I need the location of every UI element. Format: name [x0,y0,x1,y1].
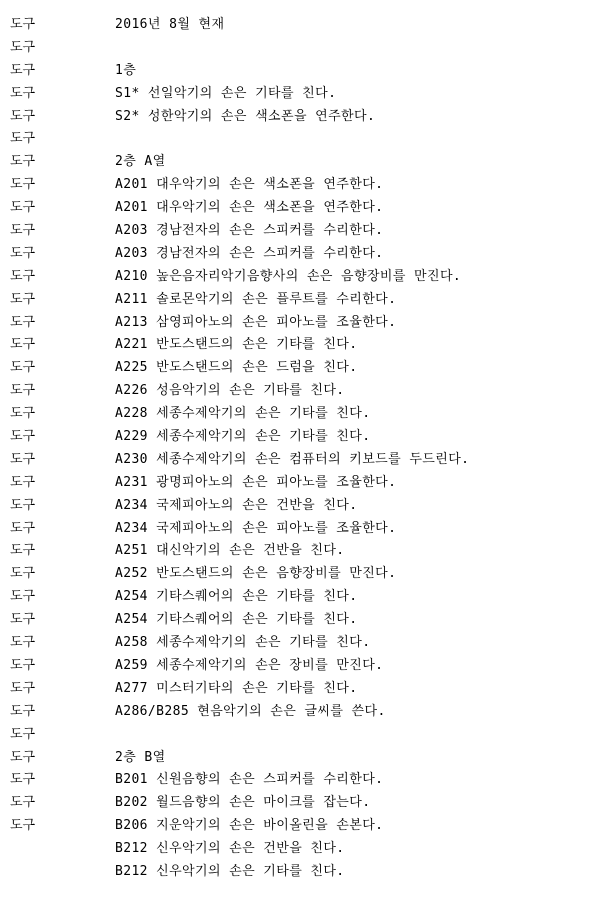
line-text: B206 지운악기의 손은 바이올린을 손본다. [115,818,384,834]
line-tag: 도구 [10,726,36,742]
text-line [0,14,600,37]
line-tag: 도구 [10,177,36,193]
line-tag: 도구 [10,657,36,673]
line-tag: 도구 [10,406,36,422]
line-tag: 도구 [10,497,36,513]
line-text: A203 경남전자의 손은 스피커를 수리한다. [115,223,384,239]
line-tag: 도구 [10,543,36,559]
line-text: A203 경남전자의 손은 스피커를 수리한다. [115,245,384,261]
text-line [0,678,600,701]
line-text: 2층 A열 [115,154,166,170]
line-text: A254 기타스퀘어의 손은 기타를 친다. [115,589,358,605]
line-text: A252 반도스탠드의 손은 음향장비를 만진다. [115,566,397,582]
line-tag: 도구 [10,245,36,261]
text-line [0,312,600,335]
line-tag: 도구 [10,818,36,834]
line-tag: 도구 [10,749,36,765]
line-tag: 도구 [10,383,36,399]
text-line [0,220,600,243]
line-tag: 도구 [10,223,36,239]
line-text: A231 광명피아노의 손은 피아노를 조율한다. [115,474,397,490]
line-tag: 도구 [10,39,36,55]
line-tag: 도구 [10,108,36,124]
text-line [0,289,600,312]
line-text: B212 신우악기의 손은 건반을 친다. [115,841,345,857]
line-tag: 도구 [10,337,36,353]
text-line [0,792,600,815]
text-line [0,334,600,357]
text-line [0,747,600,770]
text-line [0,106,600,129]
line-text: A228 세종수제악기의 손은 기타를 친다. [115,406,371,422]
line-text: A213 삼영피아노의 손은 피아노를 조율한다. [115,314,397,330]
text-line [0,609,600,632]
line-text: A254 기타스퀘어의 손은 기타를 친다. [115,612,358,628]
line-text: A286/B285 현음악기의 손은 글씨를 쓴다. [115,703,386,719]
line-text: 2층 B열 [115,749,166,765]
line-tag: 도구 [10,772,36,788]
text-line [0,769,600,792]
text-line [0,380,600,403]
line-text: A258 세종수제악기의 손은 기타를 친다. [115,635,371,651]
line-tag: 도구 [10,474,36,490]
line-text: A230 세종수제악기의 손은 컴퓨터의 키보드를 두드린다. [115,451,470,467]
line-tag: 도구 [10,200,36,216]
line-tag: 도구 [10,451,36,467]
line-text: A277 미스터기타의 손은 기타를 친다. [115,680,358,696]
text-line [0,632,600,655]
text-line [0,197,600,220]
line-text: B201 신원음향의 손은 스피커를 수리한다. [115,772,384,788]
line-tag: 도구 [10,17,36,32]
line-tag: 도구 [10,635,36,651]
line-text: A221 반도스탠드의 손은 기타를 친다. [115,337,358,353]
line-tag: 도구 [10,566,36,582]
text-line [0,701,600,724]
line-text: A211 솔로몬악기의 손은 플루트를 수리한다. [115,291,397,307]
line-tag: 도구 [10,131,36,147]
text-line [0,724,600,747]
line-tag: 도구 [10,268,36,284]
text-line [0,472,600,495]
text-line [0,174,600,197]
line-text: A251 대신악기의 손은 건반을 친다. [115,543,345,559]
line-tag: 도구 [10,520,36,536]
text-line [0,243,600,266]
text-line [0,426,600,449]
line-tag: 도구 [10,612,36,628]
text-line [0,128,600,151]
line-text: A234 국제피아노의 손은 피아노를 조율한다. [115,520,397,536]
line-text: A210 높은음자리악기음향사의 손은 음향장비를 만진다. [115,268,462,284]
line-tag: 도구 [10,680,36,696]
line-text: S2* 성한악기의 손은 색소폰을 연주한다. [115,108,376,124]
line-text: A259 세종수제악기의 손은 장비를 만진다. [115,657,384,673]
line-tag: 도구 [10,85,36,101]
line-text: A226 성음악기의 손은 기타를 친다. [115,383,345,399]
text-line [0,861,600,884]
line-tag: 도구 [10,795,36,811]
text-line [0,815,600,838]
text-line [0,266,600,289]
text-line [0,151,600,174]
text-line [0,449,600,472]
line-text: A201 대우악기의 손은 색소폰을 연주한다. [115,177,384,193]
text-line [0,37,600,60]
line-tag: 도구 [10,62,36,78]
line-tag: 도구 [10,360,36,376]
line-tag: 도구 [10,154,36,170]
text-line [0,540,600,563]
text-line [0,83,600,106]
text-line [0,357,600,380]
line-tag: 도구 [10,589,36,605]
line-text: S1* 선일악기의 손은 기타를 친다. [115,85,337,101]
text-line [0,586,600,609]
line-text: A229 세종수제악기의 손은 기타를 친다. [115,429,371,445]
text-line [0,403,600,426]
text-line [0,495,600,518]
line-text: B212 신우악기의 손은 기타를 친다. [115,863,345,879]
line-tag: 도구 [10,703,36,719]
line-text: A201 대우악기의 손은 색소폰을 연주한다. [115,200,384,216]
text-line [0,518,600,541]
line-text: A225 반도스탠드의 손은 드럼을 친다. [115,360,358,376]
line-text: 1층 [115,62,137,78]
text-line [0,838,600,861]
text-line [0,655,600,678]
text-line [0,60,600,83]
line-text: B202 월드음향의 손은 마이크를 잡는다. [115,795,371,811]
line-text: 2016년 8월 현재 [115,17,225,32]
line-text: A234 국제피아노의 손은 건반을 친다. [115,497,358,513]
line-tag: 도구 [10,291,36,307]
line-tag: 도구 [10,429,36,445]
line-tag: 도구 [10,314,36,330]
text-line [0,563,600,586]
